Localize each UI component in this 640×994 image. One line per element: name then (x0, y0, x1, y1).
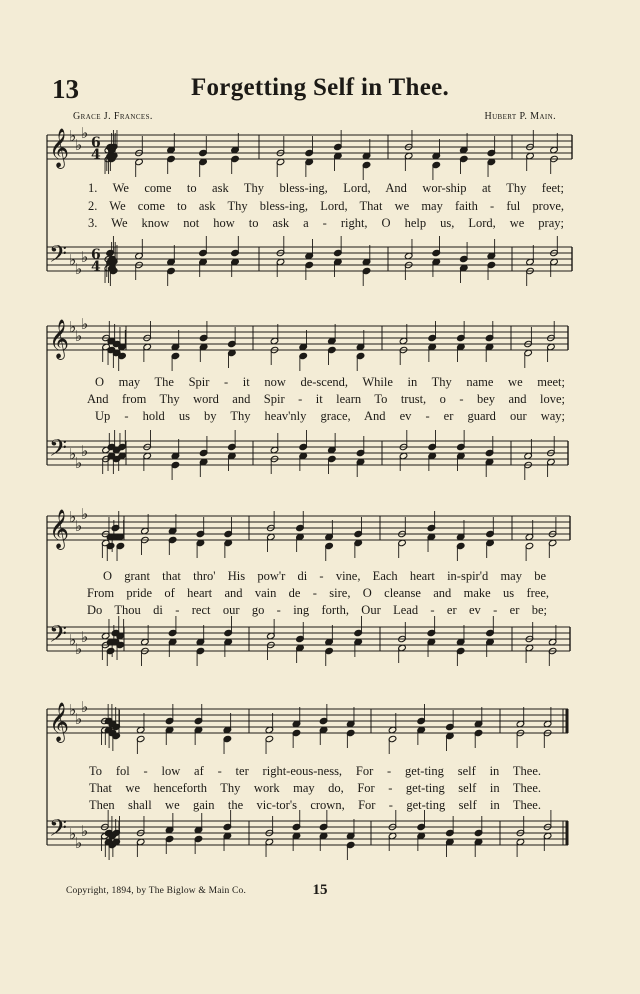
time-sig-unit: 4 (91, 147, 101, 163)
lyric-line: 1. We come to ask Thy bless-ing, Lord, And wor-ship at Thy feet; (88, 181, 564, 195)
lyric-line: Then shall we gain the vic-tor's crown, For - get-ting self in Thee. (89, 798, 541, 812)
flat-sign: ♭ (75, 517, 83, 535)
lyric-line: And from Thy word and Spir - it learn To trust, o - bey and love; (87, 392, 565, 406)
lyric-line: Up - hold us by Thy heav'nly grace, And ev - er guard our way; (95, 409, 565, 423)
flat-sign: ♭ (81, 505, 89, 523)
flat-sign: ♭ (81, 315, 89, 333)
flat-sign: ♭ (69, 825, 77, 843)
lyric-line: From pride of heart and vain de - sire, O cleanse and make us free, (87, 586, 549, 600)
flat-sign: ♭ (69, 127, 77, 145)
flat-sign: ♭ (81, 628, 89, 646)
lyricist-credit: Grace J. Frances. (73, 111, 153, 122)
bass-clef: 𝄢 (49, 814, 68, 847)
treble-clef: 𝄞 (49, 702, 70, 742)
flat-sign: ♭ (69, 508, 77, 526)
hymn-title: Forgetting Self in Thee. (190, 74, 450, 101)
lyric-line: 3. We know not how to ask a - right, O help us, Lord, we pray; (88, 216, 564, 230)
treble-clef: 𝄞 (49, 128, 70, 168)
flat-sign: ♭ (75, 327, 83, 345)
lyric-line: Do Thou di - rect our go - ing forth, Our Lead - er ev - er be; (87, 603, 547, 617)
lyric-line: 2. We come to ask Thy bless-ing, Lord, That we may faith - ful prove, (88, 199, 564, 213)
flat-sign: ♭ (69, 251, 77, 269)
time-sig-beats: 6 (91, 135, 101, 151)
bass-clef: 𝄢 (49, 620, 68, 653)
lyric-line: O may The Spir - it now de-scend, While in Thy name we meet; (95, 375, 565, 389)
flat-sign: ♭ (81, 442, 89, 460)
flat-sign: ♭ (75, 260, 83, 278)
composer-credit: Hubert P. Main. (484, 111, 556, 122)
lyric-line: To fol - low af - ter right-eous-ness, For - get-ting self in Thee. (89, 764, 541, 778)
flat-sign: ♭ (75, 710, 83, 728)
flat-sign: ♭ (75, 640, 83, 658)
lyric-line: That we henceforth Thy work may do, For - get-ting self in Thee. (89, 781, 541, 795)
treble-clef: 𝄞 (49, 509, 70, 549)
flat-sign: ♭ (75, 454, 83, 472)
copyright-notice: Copyright, 1894, by The Biglow & Main Co. (66, 886, 247, 896)
flat-sign: ♭ (81, 248, 89, 266)
bass-clef: 𝄢 (49, 240, 68, 273)
flat-sign: ♭ (81, 822, 89, 840)
lyric-line: O grant that thro' His pow'r di - vine, Each heart in-spir'd may be (103, 569, 546, 583)
flat-sign: ♭ (69, 701, 77, 719)
flat-sign: ♭ (75, 834, 83, 852)
time-sig-unit: 4 (91, 259, 101, 275)
flat-sign: ♭ (69, 318, 77, 336)
bass-clef: 𝄢 (49, 434, 68, 467)
flat-sign: ♭ (69, 445, 77, 463)
treble-clef: 𝄞 (49, 319, 70, 359)
flat-sign: ♭ (69, 631, 77, 649)
page-number: 15 (312, 882, 328, 898)
flat-sign: ♭ (75, 136, 83, 154)
flat-sign: ♭ (81, 124, 89, 142)
hymn-number: 13 (52, 74, 79, 104)
flat-sign: ♭ (81, 698, 89, 716)
time-sig-beats: 6 (91, 247, 101, 263)
